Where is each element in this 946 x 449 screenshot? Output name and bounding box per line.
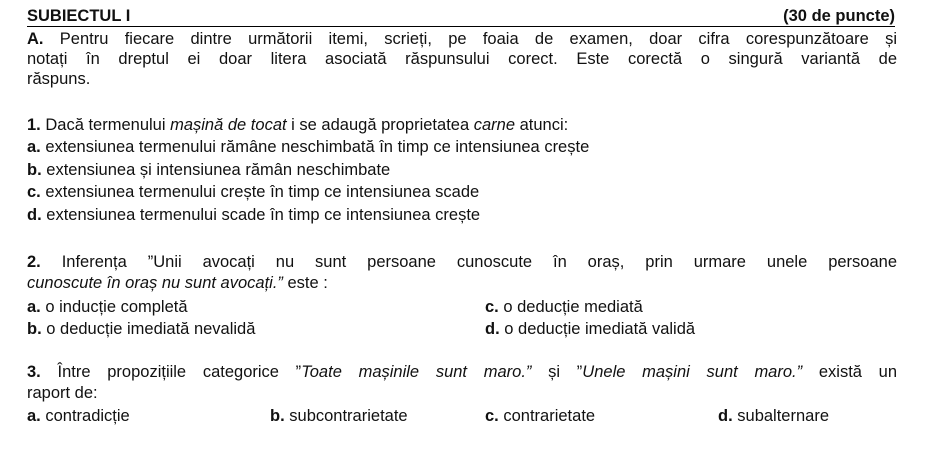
section-header <box>27 6 895 27</box>
item-2-option-d: d. o deducție imediată validă <box>485 320 696 338</box>
item-1-stem: 1. Dacă termenului mașină de tocat i se adaugă proprietatea carne atunci: <box>27 116 569 134</box>
item-1-option-a: a. extensiunea termenului rămâne neschimbată în timp ce intensiunea crește <box>27 138 590 156</box>
item-2-stem-line-1: 2. Inferența ”Unii avocați nu sunt persoane cunoscute în oraș, prin urmare unele persoane <box>27 253 897 271</box>
item-2-option-c: c. o deducție mediată <box>485 298 643 316</box>
section-points: (30 de puncte) <box>783 7 895 25</box>
item-1-option-b: b. extensiunea și intensiunea rămân neschimbate <box>27 161 391 179</box>
item-2-stem-line-2: cunoscute în oraș nu sunt avocați.” este : <box>27 274 328 292</box>
item-1-option-d: d. extensiunea termenului scade în timp ce intensiunea crește <box>27 206 481 224</box>
item-3-stem-line-1: 3. Între propozițiile categorice ”Toate mașinile sunt maro.” și ”Unele mașini sunt maro.” există un <box>27 363 898 381</box>
item-2-number: 2. <box>27 253 41 271</box>
item-3-option-c: c. contrarietate <box>485 407 596 425</box>
item-3-number: 3. <box>27 363 41 381</box>
instructions-line-1: A. Pentru fiecare dintre următorii itemi, scrieți, pe foaia de examen, doar cifra corespunzătoare și <box>27 30 897 48</box>
section-title: SUBIECTUL I <box>27 7 131 25</box>
instructions-line-2: notați în dreptul ei doar litera asociată răspunsului corect. Este corectă o singură variantă de <box>27 50 897 68</box>
item-3-stem-line-2: raport de: <box>27 384 98 402</box>
instructions-line-3: răspuns. <box>27 70 91 88</box>
item-3-option-d: d. subalternare <box>718 407 829 425</box>
item-2-option-b: b. o deducție imediată nevalidă <box>27 320 256 338</box>
section-letter: A. <box>27 30 44 48</box>
item-3-option-a: a. contradicție <box>27 407 130 425</box>
item-2-option-a: a. o inducție completă <box>27 298 188 316</box>
item-1-option-c: c. extensiunea termenului crește în timp ce intensiunea scade <box>27 183 480 201</box>
item-3-option-b: b. subcontrarietate <box>270 407 408 425</box>
item-1-number: 1. <box>27 116 41 134</box>
